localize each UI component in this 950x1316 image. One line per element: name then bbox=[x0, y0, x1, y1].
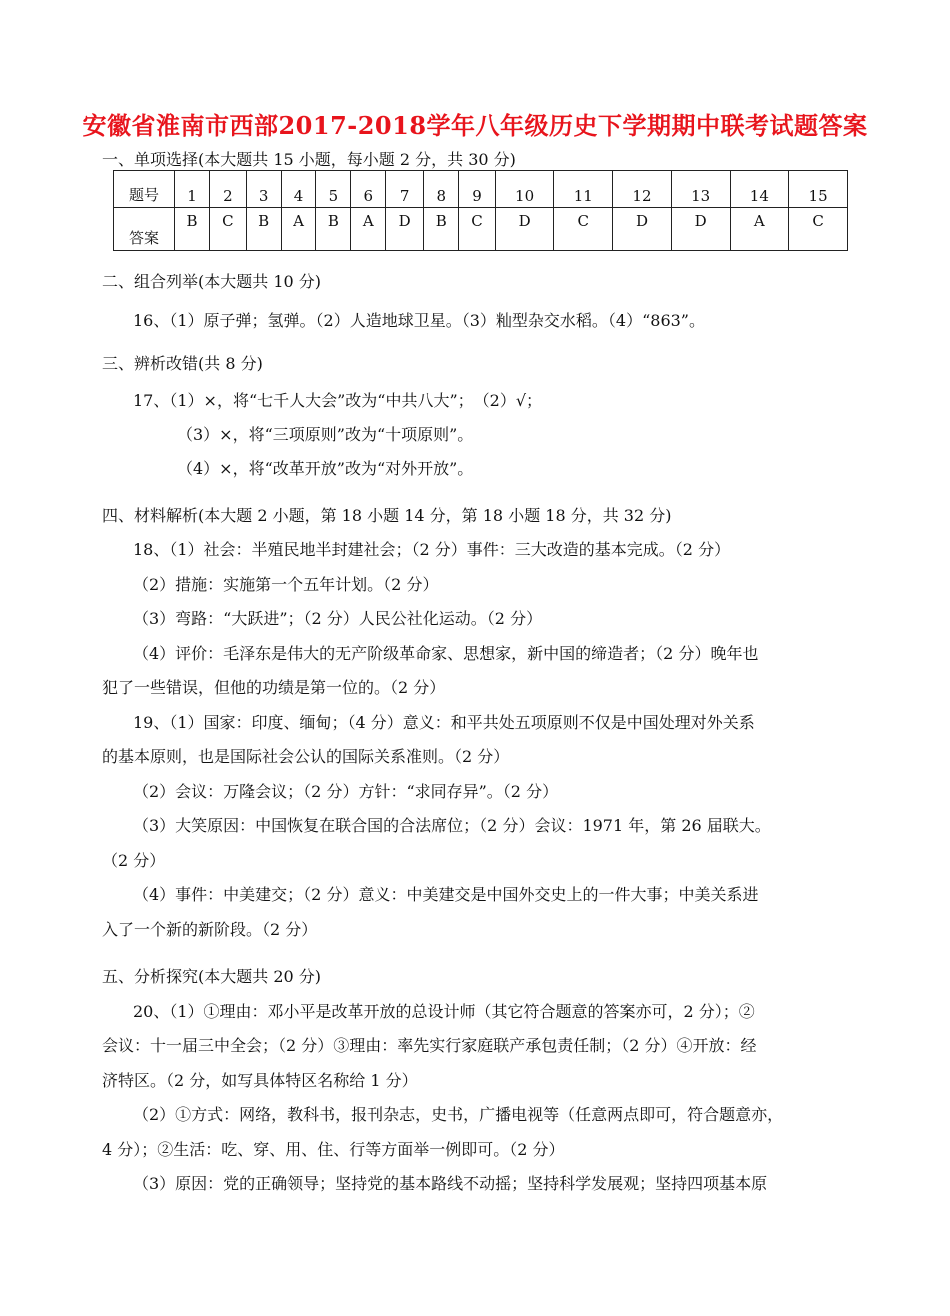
answer-cell: C bbox=[210, 208, 246, 251]
answer-20-line5: 4 分）；②生活：吃、穿、用、住、行等方面举一例即可。（2 分） bbox=[102, 1140, 565, 1159]
question-number: 15 bbox=[789, 171, 848, 208]
answer-19-line4: （3）大笑原因：中国恢复在联合国的合法席位；（2 分）会议：1971 年，第 26 届联大。 bbox=[133, 816, 771, 835]
answer-cell: C bbox=[554, 208, 613, 251]
answer-20-line6: （3）原因：党的正确领导；坚持党的基本路线不动摇；坚持科学发展观；坚持四项基本原 bbox=[133, 1174, 768, 1193]
answer-19-line2: 的基本原则，也是国际社会公认的国际关系准则。（2 分） bbox=[102, 747, 510, 766]
answer-table bbox=[113, 170, 848, 251]
answer-19-line3: （2）会议：万隆会议；（2 分）方针：“求同存异”。（2 分） bbox=[133, 782, 559, 801]
answer-18-line4: （4）评价：毛泽东是伟大的无产阶级革命家、思想家，新中国的缔造者；（2 分）晚年也 bbox=[133, 644, 759, 663]
section3-heading: 三、辨析改错(共 8 分) bbox=[102, 354, 263, 373]
question-number: 12 bbox=[613, 171, 672, 208]
answer-19-line5: （2 分） bbox=[102, 851, 166, 870]
answer-cell: A bbox=[730, 208, 789, 251]
answer-17-line3: （4）×，将“改革开放”改为“对外开放”。 bbox=[177, 459, 474, 478]
answer-cell: C bbox=[459, 208, 495, 251]
answer-cell: D bbox=[386, 208, 424, 251]
answer-row bbox=[114, 208, 848, 251]
answer-cell: A bbox=[281, 208, 316, 251]
question-number: 1 bbox=[175, 171, 210, 208]
question-number: 6 bbox=[351, 171, 386, 208]
question-number: 3 bbox=[246, 171, 281, 208]
section2-heading: 二、组合列举(本大题共 10 分) bbox=[102, 272, 322, 291]
question-number: 2 bbox=[210, 171, 246, 208]
section1-heading: 一、单项选择(本大题共 15 小题，每小题 2 分，共 30 分) bbox=[102, 150, 516, 169]
question-number: 4 bbox=[281, 171, 316, 208]
answer-20-line2: 会议：十一届三中全会；（2 分）③理由：率先实行家庭联产承包责任制；（2 分）④开放：经 bbox=[102, 1036, 757, 1055]
answer-18-line3: （3）弯路：“大跃进”；（2 分）人民公社化运动。（2 分） bbox=[133, 609, 543, 628]
answer-cell: D bbox=[613, 208, 672, 251]
question-number-row bbox=[114, 171, 848, 208]
question-number: 9 bbox=[459, 171, 495, 208]
answer-19-line1: 19、（1）国家：印度、缅甸；（4 分）意义：和平共处五项原则不仅是中国处理对外关系 bbox=[133, 713, 755, 732]
answer-cell: D bbox=[671, 208, 730, 251]
answer-cell: A bbox=[351, 208, 386, 251]
answer-cell: B bbox=[316, 208, 351, 251]
answer-18-line5: 犯了一些错误，但他的功绩是第一位的。（2 分） bbox=[102, 678, 446, 697]
section4-heading: 四、材料解析(本大题 2 小题，第 18 小题 14 分，第 18 小题 18 分，共 32 分) bbox=[102, 506, 672, 525]
answer-cell: C bbox=[789, 208, 848, 251]
answer-20-line3: 济特区。（2 分，如写具体特区名称给 1 分） bbox=[102, 1071, 418, 1090]
answer-19-line6: （4）事件：中美建交；（2 分）意义：中美建交是中国外交史上的一件大事；中美关系进 bbox=[133, 885, 759, 904]
answer-cell: B bbox=[424, 208, 459, 251]
question-number: 8 bbox=[424, 171, 459, 208]
answer-17-line1: 17、（1）×，将“七千人大会”改为“中共八大”； （2）√； bbox=[133, 391, 543, 410]
question-number: 7 bbox=[386, 171, 424, 208]
answer-cell: B bbox=[246, 208, 281, 251]
row-label-number: 题号 bbox=[114, 171, 175, 208]
question-number: 5 bbox=[316, 171, 351, 208]
question-number: 13 bbox=[671, 171, 730, 208]
answer-20-line1: 20、（1）①理由：邓小平是改革开放的总设计师（其它符合题意的答案亦可，2 分）；② bbox=[133, 1002, 755, 1021]
answer-20-line4: （2）①方式：网络，教科书，报刊杂志，史书，广播电视等（任意两点即可，符合题意亦， bbox=[133, 1105, 784, 1124]
answer-18-line1: 18、（1）社会：半殖民地半封建社会；（2 分）事件：三大改造的基本完成。（2 分） bbox=[133, 540, 731, 559]
answer-17-line2: （3）×，将“三项原则”改为“十项原则”。 bbox=[177, 425, 474, 444]
question-number: 11 bbox=[554, 171, 613, 208]
row-label-answer: 答案 bbox=[114, 208, 175, 251]
answer-16: 16、（1）原子弹；氢弹。（2）人造地球卫星。（3）籼型杂交水稻。（4）“863”。 bbox=[133, 311, 705, 330]
question-number: 10 bbox=[495, 171, 554, 208]
answer-cell: B bbox=[175, 208, 210, 251]
answer-18-line2: （2）措施：实施第一个五年计划。（2 分） bbox=[133, 575, 439, 594]
answer-19-line7: 入了一个新的新阶段。（2 分） bbox=[102, 920, 318, 939]
question-number: 14 bbox=[730, 171, 789, 208]
section5-heading: 五、分析探究(本大题共 20 分) bbox=[102, 967, 322, 986]
answer-cell: D bbox=[495, 208, 554, 251]
document-title: 安徽省淮南市西部2017-2018学年八年级历史下学期期中联考试题答案 bbox=[82, 111, 868, 140]
